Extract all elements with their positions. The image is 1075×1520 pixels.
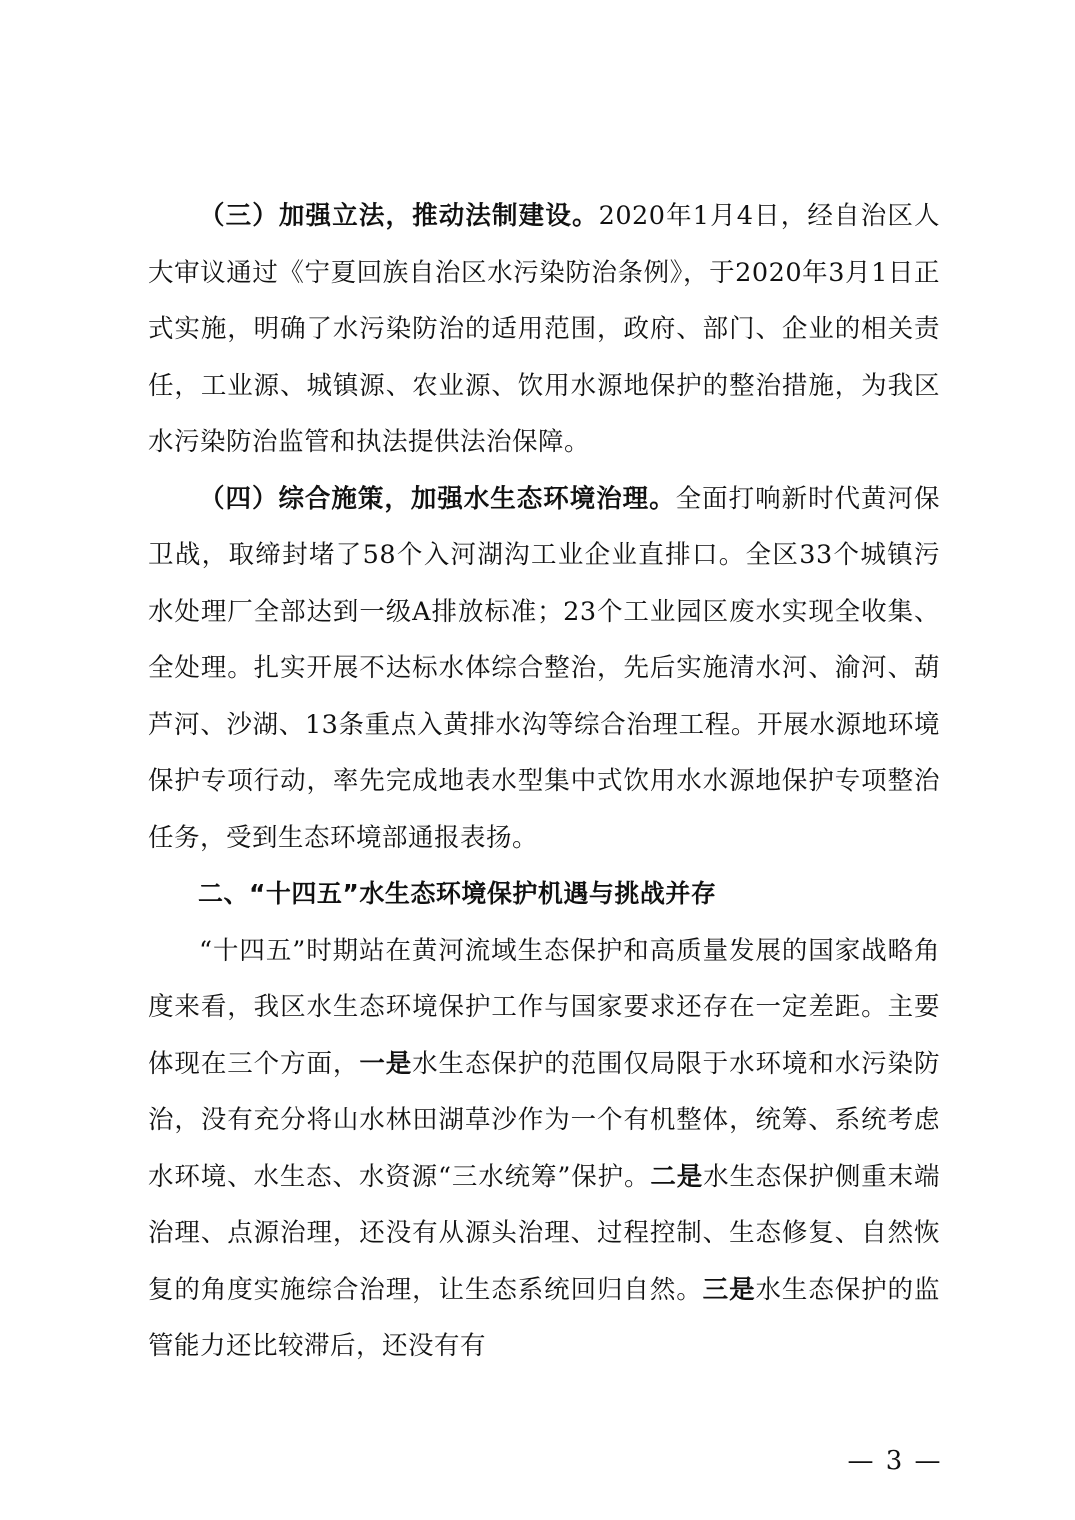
paragraph-intro: “十四五”时期站在黄河流域生态保护和高质量发展的国家战略角度来看，我区水生态环境保护工作与国家要求还存在一定差距。主要体现在三个方面， <box>148 935 940 1079</box>
paragraph-text: 全面打响新时代黄河保卫战，取缔封堵了58个入河湖沟工业企业直排口。全区33个城镇污水处理厂全部达到一级A排放标准；23个工业园区废水实现全收集、全处理。扎实开展不达标水体综合整治，先后实施清水河、渝河、葫芦河、沙湖、13条重点入黄排水沟等综合治理工程。开展水源地环境保护专项行动，率先完成地表水型集中式饮用水水源地保护专项整治任务，受到生态环境部通报表扬。 <box>148 483 940 853</box>
paragraph-lead: （四）综合施策，加强水生态环境治理。 <box>199 483 676 514</box>
point-two-text: 水生态保护侧重末端治理、点源治理，还没有从源头治理、过程控制、生态修复、自然恢复的角度实施综合治理，让生态系统回归自然。 <box>148 1161 940 1305</box>
point-two-lead: 二是 <box>650 1161 704 1192</box>
point-three-lead: 三是 <box>702 1274 756 1305</box>
paragraph-legislation <box>148 188 940 471</box>
paragraph-text: 2020年1月4日，经自治区人大审议通过《宁夏回族自治区水污染防治条例》，于2020年3月1日正式实施，明确了水污染防治的适用范围，政府、部门、企业的相关责任，工业源、城镇源、农业源、饮用水源地保护的整治措施，为我区水污染防治监管和执法提供法治保障。 <box>148 201 940 457</box>
point-one-text: 水生态保护的范围仅局限于水环境和水污染防治，没有充分将山水林田湖草沙作为一个有机整体，统筹、系统考虑水环境、水生态、水资源“三水统筹”保护。 <box>148 1048 940 1192</box>
point-one-lead: 一是 <box>359 1048 413 1079</box>
paragraph-lead: （三）加强立法，推动法制建设。 <box>199 201 599 231</box>
point-three-text: 水生态保护的监管能力还比较滞后，还没有有 <box>148 1274 940 1361</box>
paragraph-challenges <box>148 923 940 1375</box>
page-number: — 3 — <box>847 1446 943 1476</box>
section-heading: 二、“十四五”水生态环境保护机遇与挑战并存 <box>198 879 717 908</box>
body-text <box>148 188 940 1375</box>
paragraph-water-ecology <box>148 471 940 867</box>
